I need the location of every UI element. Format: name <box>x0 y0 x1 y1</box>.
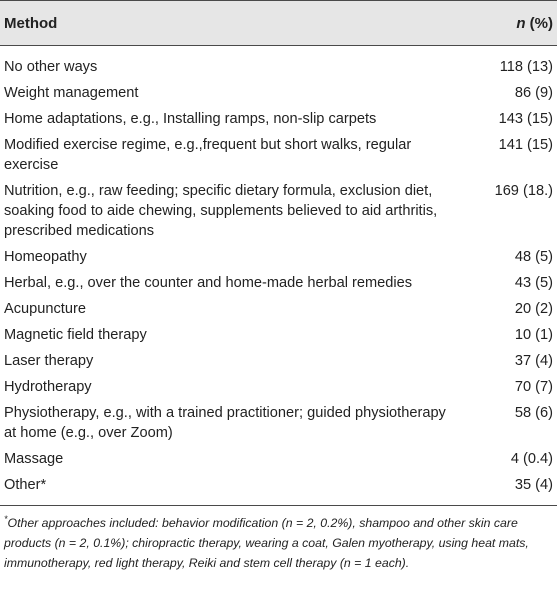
table-row <box>0 132 557 178</box>
row-value: 58 (6) <box>514 405 553 421</box>
header-n-rest: (%) <box>525 14 553 32</box>
row-value: 48 (5) <box>514 249 553 265</box>
table-row <box>0 178 557 244</box>
table-row <box>0 322 557 348</box>
row-value: 10 (1) <box>514 327 553 343</box>
row-method: Homeopathy <box>4 249 87 265</box>
row-method: Laser therapy <box>4 353 94 369</box>
header-n-percent <box>447 15 557 32</box>
header-method: Method <box>4 14 58 32</box>
table-row <box>0 106 557 132</box>
row-method: Herbal, e.g., over the counter and home-made herbal remedies <box>4 275 413 291</box>
table-footnote <box>0 506 557 573</box>
table-body <box>0 46 557 498</box>
row-value: 70 (7) <box>514 379 553 395</box>
row-value: 4 (0.4) <box>510 451 553 467</box>
row-value: 143 (15) <box>498 111 553 127</box>
row-method: Home adaptations, e.g., Installing ramps, non-slip carpets <box>4 111 377 127</box>
row-method: Modified exercise regime, e.g.,frequent but short walks, regular exercise <box>4 137 412 173</box>
table-row <box>0 270 557 296</box>
row-value: 118 (13) <box>499 59 553 75</box>
table-header-row <box>0 0 557 46</box>
table-row <box>0 296 557 322</box>
row-value: 86 (9) <box>514 85 553 101</box>
row-value: 141 (15) <box>498 137 553 153</box>
row-value: 37 (4) <box>514 353 553 369</box>
row-method: Hydrotherapy <box>4 379 92 395</box>
row-method: No other ways <box>4 59 98 75</box>
table-row <box>0 244 557 270</box>
row-method: Weight management <box>4 85 139 101</box>
table-row <box>0 46 557 80</box>
table-row <box>0 348 557 374</box>
row-method: Magnetic field therapy <box>4 327 147 343</box>
table-row <box>0 446 557 472</box>
row-value: 20 (2) <box>514 301 553 317</box>
table-row <box>0 400 557 446</box>
row-method: Nutrition, e.g., raw feeding; specific dietary formula, exclusion diet, soaking food to aide chewing, supplements believed to aid arthritis, prescribed medications <box>4 183 438 239</box>
row-value: 35 (4) <box>514 477 553 493</box>
row-method: Physiotherapy, e.g., with a trained practitioner; guided physiotherapy at home (e.g., over Zoom) <box>4 405 446 441</box>
footnote-marker: * <box>4 513 8 524</box>
row-method: Massage <box>4 451 64 467</box>
row-method: Acupuncture <box>4 301 86 317</box>
table-row <box>0 374 557 400</box>
row-value: 43 (5) <box>514 275 553 291</box>
header-n-italic: n <box>516 14 526 32</box>
table-row <box>0 80 557 106</box>
table-row <box>0 472 557 498</box>
footnote-text: Other approaches included: behavior modification (n = 2, 0.2%), shampoo and other skin care products (n = 2, 0.1%); chiropractic therapy, wearing a coat, Galen myotherapy, using heat mats, immunotherapy, red light therapy, Reiki and stem cell therapy (n = 1 each). <box>4 516 529 570</box>
row-value: 169 (18.) <box>494 183 553 199</box>
row-method: Other* <box>4 477 47 493</box>
